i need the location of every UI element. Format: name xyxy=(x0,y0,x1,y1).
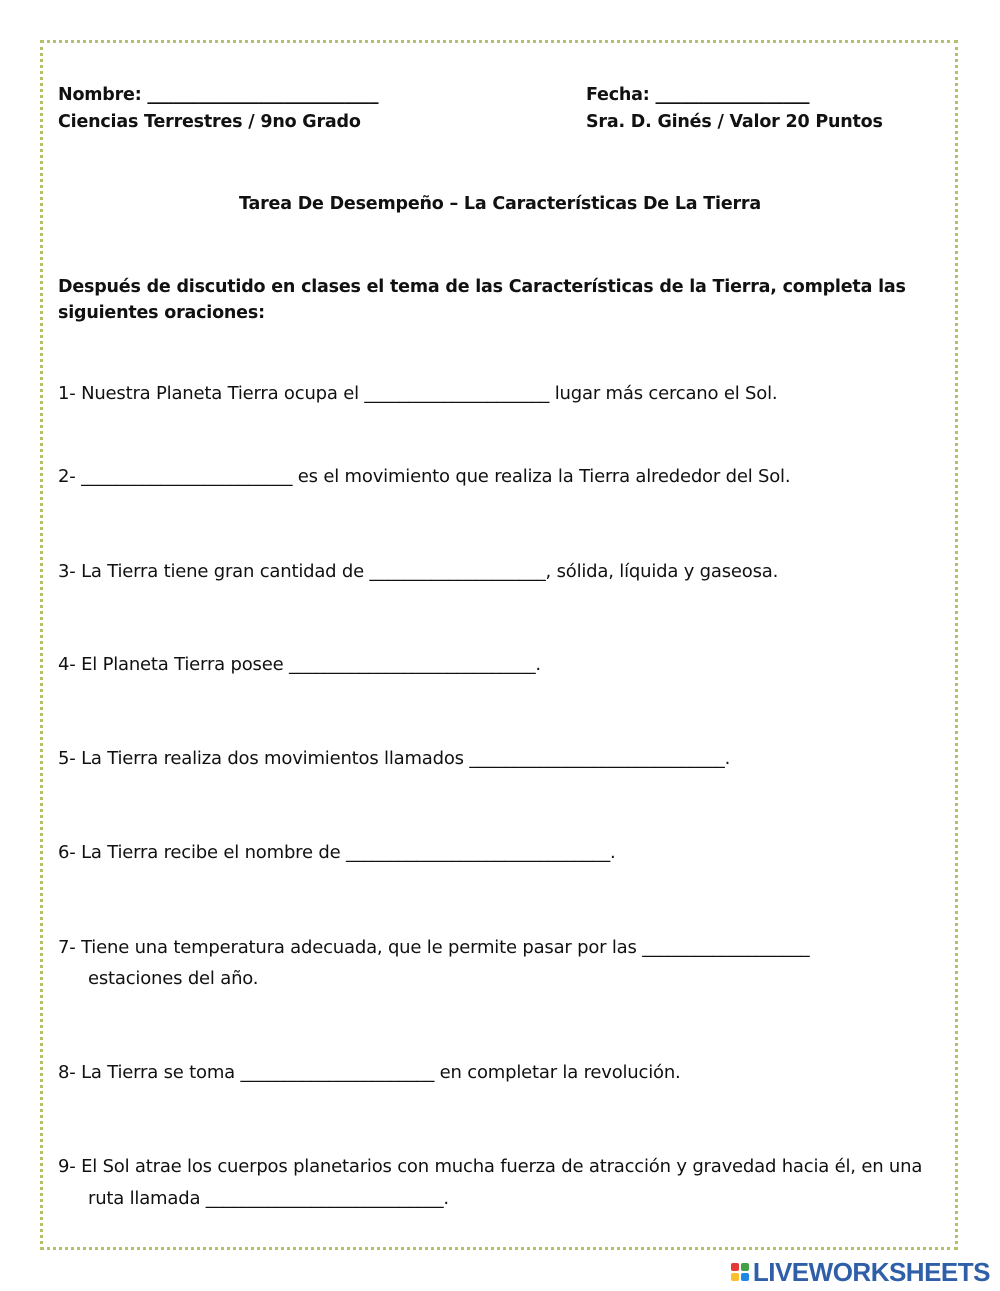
question-7-continuation: estaciones del año. xyxy=(88,968,259,989)
instructions-line-2: siguientes oraciones: xyxy=(58,303,265,323)
page-title: Tarea De Desempeño – La Características De La Tierra xyxy=(239,194,761,214)
question-3: 3- La Tierra tiene gran cantidad de ____________________, sólida, líquida y gaseosa. xyxy=(58,561,779,582)
question-5: 5- La Tierra realiza dos movimientos llamados _____________________________. xyxy=(58,748,731,769)
logo-square-icon xyxy=(731,1273,739,1281)
liveworksheets-logo-icon xyxy=(731,1263,749,1281)
question-6: 6- La Tierra recibe el nombre de ______________________________. xyxy=(58,842,616,863)
liveworksheets-brand[interactable] xyxy=(731,1258,990,1286)
question-9: 9- El Sol atrae los cuerpos planetarios con mucha fuerza de atracción y gravedad hacia él, en una xyxy=(58,1156,923,1177)
question-1: 1- Nuestra Planeta Tierra ocupa el _____________________ lugar más cercano el Sol. xyxy=(58,383,778,404)
logo-square-icon xyxy=(741,1263,749,1271)
logo-square-icon xyxy=(731,1263,739,1271)
course-label: Ciencias Terrestres / 9no Grado xyxy=(58,112,361,132)
name-field-line: Nombre: ___________________________ xyxy=(58,85,379,105)
date-field-line: Fecha: __________________ xyxy=(586,85,810,105)
question-8: 8- La Tierra se toma ______________________ en completar la revolución. xyxy=(58,1062,681,1083)
teacher-label: Sra. D. Ginés / Valor 20 Puntos xyxy=(586,112,883,132)
question-9-continuation: ruta llamada ___________________________. xyxy=(88,1188,449,1209)
logo-square-icon xyxy=(741,1273,749,1281)
question-2: 2- ________________________ es el movimiento que realiza la Tierra alrededor del Sol. xyxy=(58,466,791,487)
question-4: 4- El Planeta Tierra posee ____________________________. xyxy=(58,654,541,675)
brand-text: LIVEWORKSHEETS xyxy=(752,1256,990,1287)
instructions-line-1: Después de discutido en clases el tema de las Características de la Tierra, completa las xyxy=(58,277,906,297)
question-7: 7- Tiene una temperatura adecuada, que le permite pasar por las ___________________ xyxy=(58,937,810,958)
